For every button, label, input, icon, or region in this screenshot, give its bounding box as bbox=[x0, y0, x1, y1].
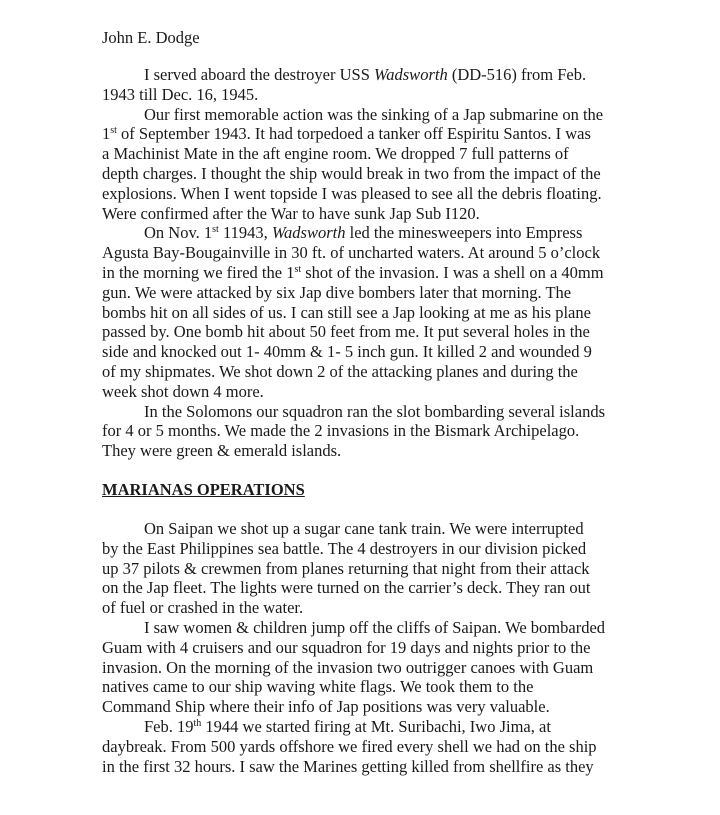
text-line: daybreak. From 500 yards offshore we fired every shell we had on the ship bbox=[102, 736, 597, 756]
text-run: of September 1943. It had torpedoed a tanker off Espiritu Santos. I was bbox=[116, 124, 591, 144]
text-run: shot of the invasion. I was a shell on a 40mm bbox=[301, 262, 604, 282]
text-line: of fuel or crashed in the water. bbox=[102, 598, 304, 618]
text-line: explosions. When I went topside I was pleased to see all the debris floating. bbox=[102, 183, 602, 203]
text-line: by the East Philippines sea battle. The 4 destroyers in our division picked bbox=[102, 538, 587, 558]
text-run: in the morning we fired the 1 bbox=[102, 262, 295, 282]
text-line: passed by. One bomb hit about 50 feet from me. It put several holes in the bbox=[102, 322, 590, 342]
ship-name: Wadsworth bbox=[374, 65, 448, 84]
text-line: week shot down 4 more. bbox=[102, 381, 264, 401]
text-line: of my shipmates. We shot down 2 of the attacking planes and during the bbox=[102, 361, 578, 381]
text-line: natives came to our ship waving white flags. We took them to the bbox=[102, 677, 534, 697]
text-line: bombs hit on all sides of us. I can still see a Jap looking at me as his plane bbox=[102, 302, 591, 322]
text-line: 1943 till Dec. 16, 1945. bbox=[102, 84, 259, 104]
text-line: Guam with 4 cruisers and our squadron for 19 days and nights prior to the bbox=[102, 637, 591, 657]
section-heading: MARIANAS OPERATIONS bbox=[102, 480, 305, 499]
text-line bbox=[102, 65, 622, 85]
text-line: They were green & emerald islands. bbox=[102, 441, 342, 461]
text-line: a Machinist Mate in the aft engine room. We dropped 7 full patterns of bbox=[102, 144, 569, 164]
text-run: 1944 we started firing at Mt. Suribachi, Iwo Jima, at bbox=[201, 716, 551, 736]
text-run: Feb. 19 bbox=[144, 716, 194, 736]
text-line: gun. We were attacked by six Jap dive bombers later that morning. The bbox=[102, 282, 572, 302]
text-line: Agusta Bay-Bougainville in 30 ft. of uncharted waters. At around 5 o’clock bbox=[102, 243, 601, 263]
narrative-section-2 bbox=[102, 519, 622, 776]
text-run: 1 bbox=[102, 124, 111, 144]
text-line: On Saipan we shot up a sugar cane tank train. We were interrupted bbox=[144, 519, 584, 538]
text-line: Were confirmed after the War to have sunk Jap Sub I120. bbox=[102, 203, 480, 223]
author-name: John E. Dodge bbox=[102, 28, 200, 47]
text-line: for 4 or 5 months. We made the 2 invasions in the Bismark Archipelago. bbox=[102, 421, 580, 441]
text-line: Command Ship where their info of Jap positions was very valuable. bbox=[102, 697, 550, 717]
text-line bbox=[102, 717, 622, 737]
ordinal-suffix: st bbox=[294, 263, 302, 275]
text-line: Our first memorable action was the sinking of a Jap submarine on the bbox=[144, 104, 604, 124]
text-line: on the Jap fleet. The lights were turned on the carrier’s deck. They ran out bbox=[102, 578, 591, 598]
text-line: In the Solomons our squadron ran the slot bombarding several islands bbox=[144, 401, 606, 421]
text-line: up 37 pilots & crewmen from planes returning that night from their attack bbox=[102, 558, 590, 578]
text-run: 11943, bbox=[218, 223, 272, 243]
text-line: in the first 32 hours. I saw the Marines getting killed from shellfire as they bbox=[102, 756, 594, 776]
ship-name: Wadsworth bbox=[271, 223, 346, 243]
text-run: (DD-516) from Feb. bbox=[447, 65, 587, 84]
text-run: On Nov. 1 bbox=[144, 223, 213, 243]
text-run: led the minesweepers into Empress bbox=[345, 223, 583, 243]
text-line: side and knocked out 1- 40mm & 1- 5 inch gun. It killed 2 and wounded 9 bbox=[102, 342, 592, 362]
ordinal-suffix: th bbox=[193, 717, 202, 729]
text-line bbox=[102, 263, 622, 283]
ordinal-suffix: st bbox=[110, 125, 117, 137]
text-line bbox=[102, 223, 622, 243]
ordinal-suffix: st bbox=[212, 224, 219, 236]
narrative-section-1 bbox=[102, 65, 622, 461]
text-line bbox=[102, 124, 622, 144]
text-line: depth charges. I thought the ship would break in two from the impact of the bbox=[102, 163, 601, 183]
text-run: I served aboard the destroyer USS bbox=[144, 65, 375, 84]
text-line: I saw women & children jump off the cliffs of Saipan. We bombarded bbox=[144, 617, 606, 637]
text-line: invasion. On the morning of the invasion two outrigger canoes with Guam bbox=[102, 657, 594, 677]
